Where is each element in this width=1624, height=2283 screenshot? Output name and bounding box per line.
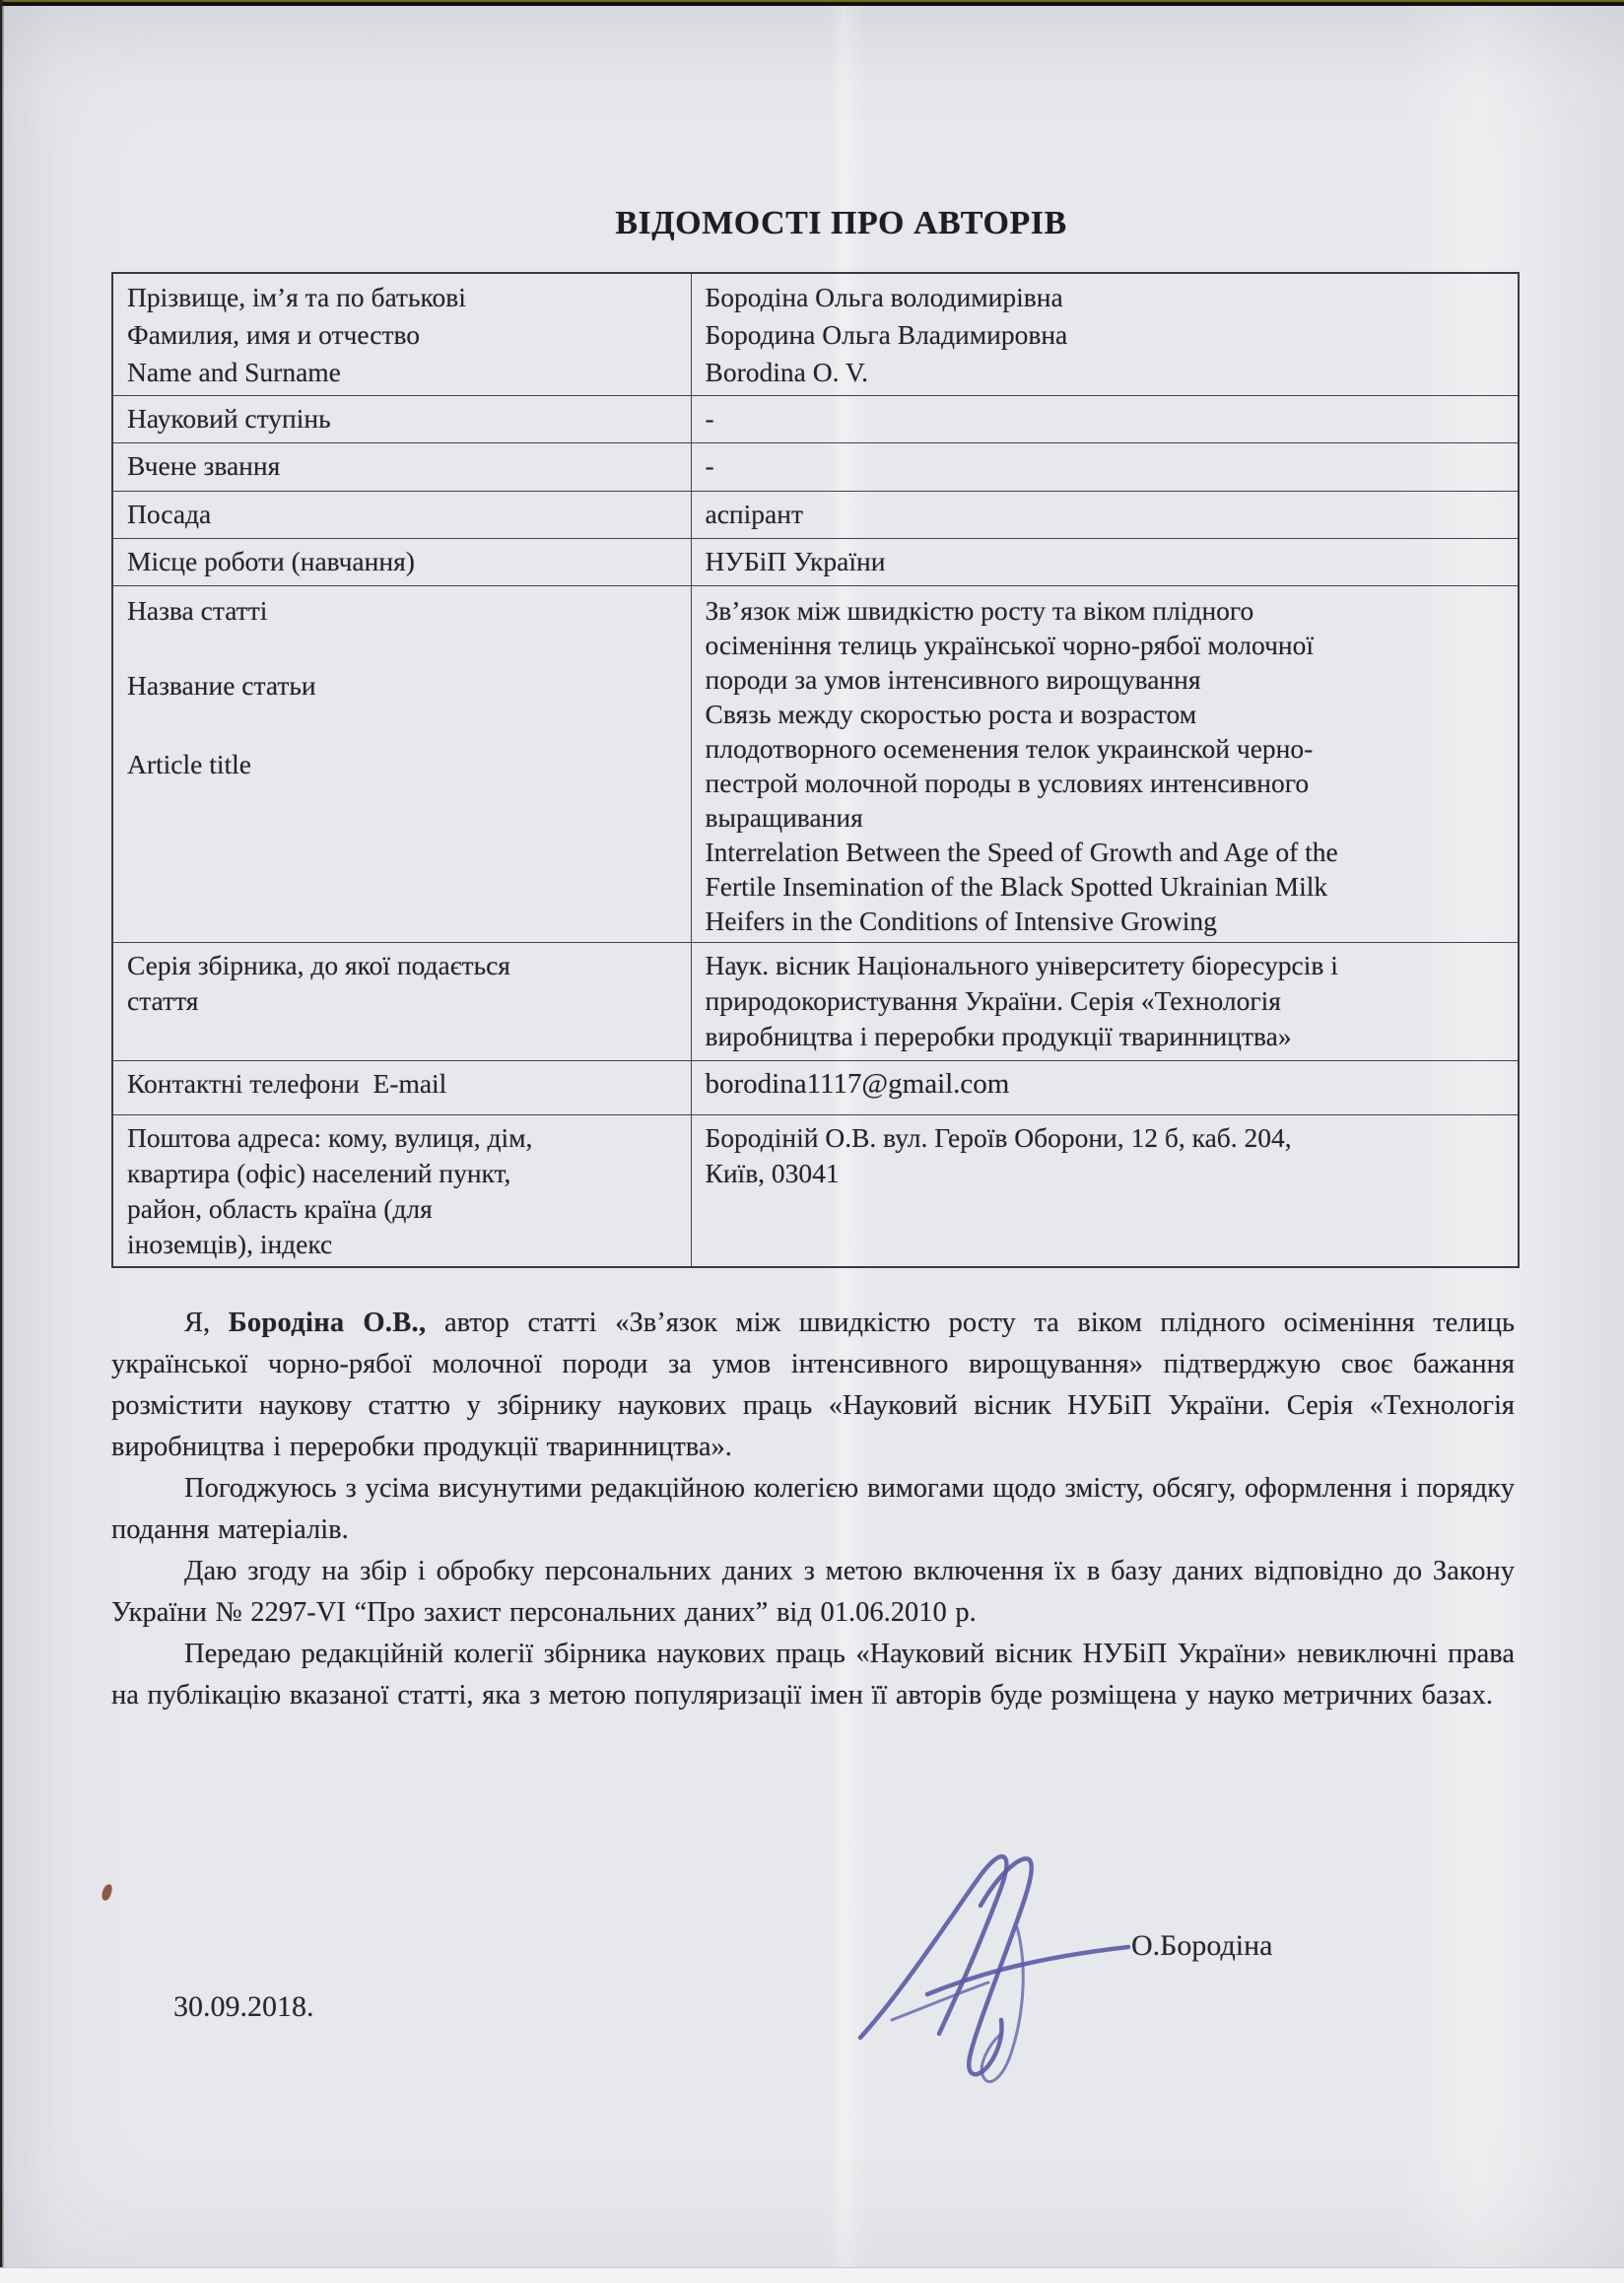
field-value-line: НУБіП України xyxy=(705,546,886,576)
field-label-line: іноземців), індекс xyxy=(127,1229,333,1259)
field-value-line: природокористування України. Серія «Технологія xyxy=(705,985,1281,1016)
field-label-line: Вчене звання xyxy=(127,450,281,481)
table-row xyxy=(112,396,1519,443)
statement-paragraph-1 xyxy=(111,1303,1515,1468)
field-value-line: Бородина Ольга Владимировна xyxy=(705,319,1068,350)
field-value-cell xyxy=(691,443,1519,492)
table-row xyxy=(112,539,1519,586)
field-value-line: - xyxy=(705,450,714,481)
field-label-line: Науковий ступінь xyxy=(127,403,331,434)
field-label-cell xyxy=(112,1115,691,1268)
field-label-line: стаття xyxy=(127,985,199,1016)
table-row xyxy=(112,943,1519,1061)
field-label-line: Фамилия, имя и отчество xyxy=(127,319,421,350)
statement-paragraph-2: Погоджуюсь з усіма висунутими редакційною колегією вимогами щодо змісту, обсягу, оформлення і порядку подання матеріалів. xyxy=(111,1473,1515,1545)
table-row xyxy=(112,443,1519,492)
field-value-cell xyxy=(691,273,1519,396)
field-label-line: Поштова адреса: кому, вулиця, дім, xyxy=(127,1122,533,1153)
field-value-line: аспірант xyxy=(705,499,803,529)
author-name-bold: Бородіна О.В., xyxy=(228,1308,427,1338)
field-value-line: Київ, 03041 xyxy=(705,1158,840,1188)
field-label-line: Місце роботи (навчання) xyxy=(127,546,415,576)
field-label-line: Посада xyxy=(127,499,212,529)
field-value-line: Fertile Insemination of the Black Spotted Ukrainian Milk xyxy=(705,871,1328,902)
field-label-line: Name and Surname xyxy=(127,357,341,387)
statement-paragraph-4: Передаю редакційній колегії збірника наукових праць «Науковий вісник НУБіП України» невиключні права на публікацію вказаної статті, яка з метою популяризації імен її авторів буде розміщена у науко метричних базах. xyxy=(111,1639,1515,1711)
field-value-cell xyxy=(691,1061,1519,1115)
field-value-cell xyxy=(691,539,1519,586)
field-label-cell xyxy=(112,443,691,492)
field-label-cell xyxy=(112,396,691,443)
author-signature-name: О.Бородіна xyxy=(1131,1929,1273,1962)
field-label-line: Article title xyxy=(127,749,251,779)
field-label-line: Название статьи xyxy=(127,670,316,701)
field-label-line: Серія збірника, до якої подається xyxy=(127,950,510,980)
field-value-line: Heifers in the Conditions of Intensive Growing xyxy=(705,906,1217,936)
field-value-line: Borodina O. V. xyxy=(705,357,869,387)
table-row xyxy=(112,1061,1519,1115)
scan-top-edge xyxy=(0,0,1624,7)
field-value-line: осіменіння телиць української чорно-рябої молочної xyxy=(705,630,1315,660)
scan-left-edge xyxy=(0,0,4,2283)
field-label-line: квартира (офіс) населений пункт, xyxy=(127,1158,511,1188)
field-value-cell xyxy=(691,1115,1519,1268)
field-value-line: Бородіній О.В. вул. Героїв Оборони, 12 б, каб. 204, xyxy=(705,1122,1292,1153)
handwritten-signature xyxy=(833,1845,1138,2093)
table-row xyxy=(112,273,1519,396)
paper-stain xyxy=(101,1883,113,1902)
email-value: borodina1117@gmail.com xyxy=(705,1068,1010,1100)
statement-prefix: Я, xyxy=(184,1308,229,1338)
field-label-line: Назва статті xyxy=(127,595,268,626)
scan-bottom-edge xyxy=(0,2267,1624,2283)
field-value-line: пестрой молочной породы в условиях интенсивного xyxy=(705,768,1310,798)
field-value-line: Бородіна Ольга володимирівна xyxy=(705,282,1063,312)
field-value-line: Связь между скоростью роста и возрастом xyxy=(705,699,1197,729)
field-value-cell xyxy=(691,943,1519,1061)
table-row xyxy=(112,492,1519,539)
field-value-line: выращивания xyxy=(705,802,863,833)
field-value-line: - xyxy=(705,403,714,434)
field-label-cell xyxy=(112,492,691,539)
field-value-cell xyxy=(691,586,1519,943)
field-value-cell xyxy=(691,396,1519,443)
field-label-cell xyxy=(112,586,691,943)
table-row xyxy=(112,1115,1519,1268)
field-value-line: Наук. вісник Національного університету біоресурсів і xyxy=(705,950,1338,980)
field-value-line: виробництва і переробки продукції тваринництва» xyxy=(705,1021,1292,1051)
field-value-line: плодотворного осеменения телок украинской черно- xyxy=(705,733,1314,764)
statement-body: автор статті «Зв’язок між швидкістю росту та віком плідного осіменіння телиць української чорно-рябої молочної породи за умов інтенсивного вирощування» підтверджую своє бажання розмістити наукову статтю у збірнику наукових праць «Науковий вісник НУБіП України. Серія «Технологія виробництва і переробки продукції тваринництва». xyxy=(111,1308,1515,1462)
field-label-cell xyxy=(112,943,691,1061)
field-value-line: породи за умов інтенсивного вирощування xyxy=(705,664,1201,695)
document-date: 30.09.2018. xyxy=(173,1990,314,2023)
page-title: ВІДОМОСТІ ПРО АВТОРІВ xyxy=(615,205,1067,241)
field-value-line: Зв’язок між швидкістю росту та віком плідного xyxy=(705,595,1254,626)
field-label-line: Прізвище, ім’я та по батькові xyxy=(127,282,466,312)
consent-statement xyxy=(111,1303,1515,1716)
signature-icon xyxy=(833,1845,1138,2093)
field-value-cell xyxy=(691,492,1519,539)
field-label-cell xyxy=(112,1061,691,1115)
field-label-cell xyxy=(112,539,691,586)
field-label-line: район, область країна (для xyxy=(127,1193,433,1224)
field-label-cell xyxy=(112,273,691,396)
table-row xyxy=(112,586,1519,943)
authors-info-table xyxy=(111,272,1518,1268)
field-label-line: Контактні телефони E-mail xyxy=(127,1068,447,1099)
field-value-line: Interrelation Between the Speed of Growth and Age of the xyxy=(705,837,1338,867)
statement-paragraph-3: Даю згоду на збір і обробку персональних даних з метою включення їх в базу даних відповідно до Закону України № 2297-VI “Про захист персональних даних” від 01.06.2010 р. xyxy=(111,1556,1515,1628)
